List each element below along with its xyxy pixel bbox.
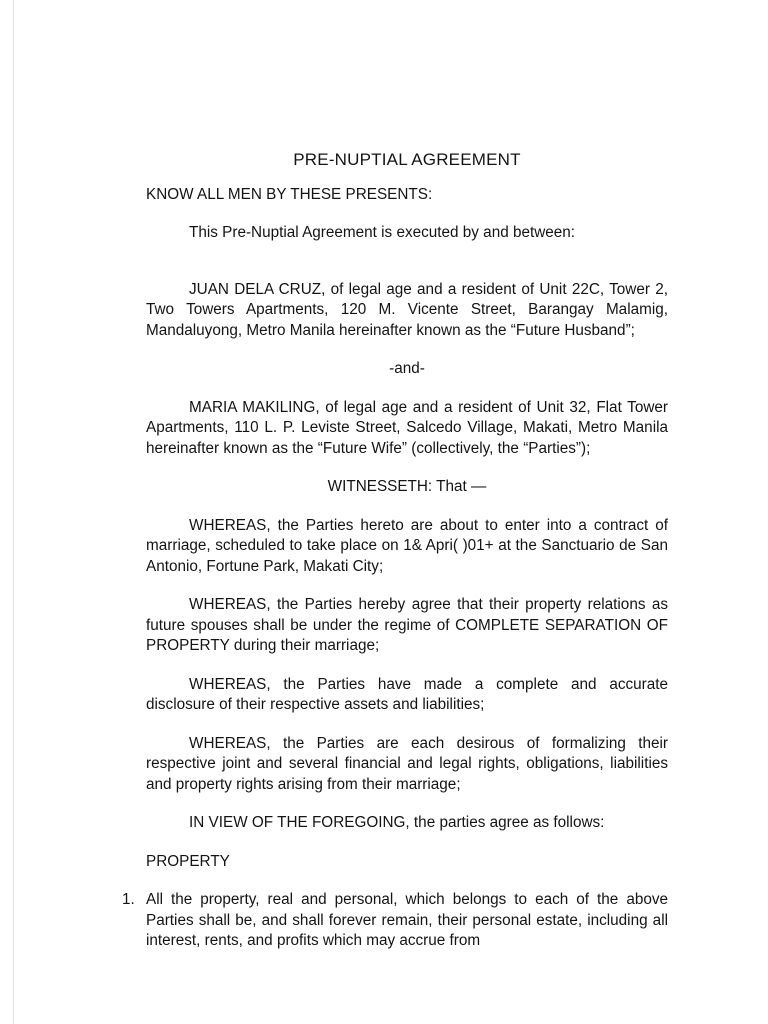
witnesseth-line: WITNESSETH: That — — [327, 478, 487, 495]
intro-paragraph: This Pre-Nuptial Agreement is executed by and between: — [189, 224, 576, 241]
whereas-paragraph-3: WHEREAS, the Parties have made a complete and accurate disclosure of their respective assets and liabilities; — [146, 675, 668, 713]
whereas-paragraph-2: WHEREAS, the Parties hereby agree that their property relations as future spouses shall be under the regime of COMPLETE SEPARATION OF PROPERTY during their marriage; — [146, 596, 668, 654]
list-item — [122, 890, 668, 952]
list-item-text: All the property, real and personal, which belongs to each of the above Parties shall be, and shall forever remain, their personal estate, including all interest, rents, and profits which may accrue from — [146, 891, 668, 949]
whereas-paragraph-1: WHEREAS, the Parties hereto are about to enter into a contract of marriage, scheduled to take place on 1& Apri( )01+ at the Sanctuario de San Antonio, Fortune Park, Makati City; — [146, 516, 668, 575]
document-body — [122, 150, 668, 952]
whereas-paragraph-4: WHEREAS, the Parties are each desirous of formalizing their respective joint and several financial and legal rights, obligations, liabilities and property rights arising from their marriage; — [146, 734, 668, 793]
opening-line: KNOW ALL MEN BY THESE PRESENTS: — [146, 185, 433, 203]
foregoing-paragraph: IN VIEW OF THE FOREGOING, the parties agree as follows: — [189, 814, 605, 831]
and-separator: -and- — [389, 360, 425, 377]
party-husband-paragraph: JUAN DELA CRUZ, of legal age and a resident of Unit 22C, Tower 2, Two Towers Apartments, 120 M. Vicente Street, Barangay Malamig, Mandaluyong, Metro Manila hereinafter known as the “Future Husband”; — [146, 280, 668, 339]
property-clauses-list — [122, 890, 668, 952]
section-heading-property: PROPERTY — [146, 852, 230, 870]
list-item-number: 1. — [122, 891, 135, 908]
page-edge — [13, 0, 14, 1024]
party-wife-paragraph: MARIA MAKILING, of legal age and a resident of Unit 32, Flat Tower Apartments, 110 L. P. Leviste Street, Salcedo Village, Makati, Metro Manila hereinafter known as the “Future Wife” (collectively, the “Parties”); — [146, 398, 668, 457]
document-title: PRE-NUPTIAL AGREEMENT — [293, 150, 521, 169]
